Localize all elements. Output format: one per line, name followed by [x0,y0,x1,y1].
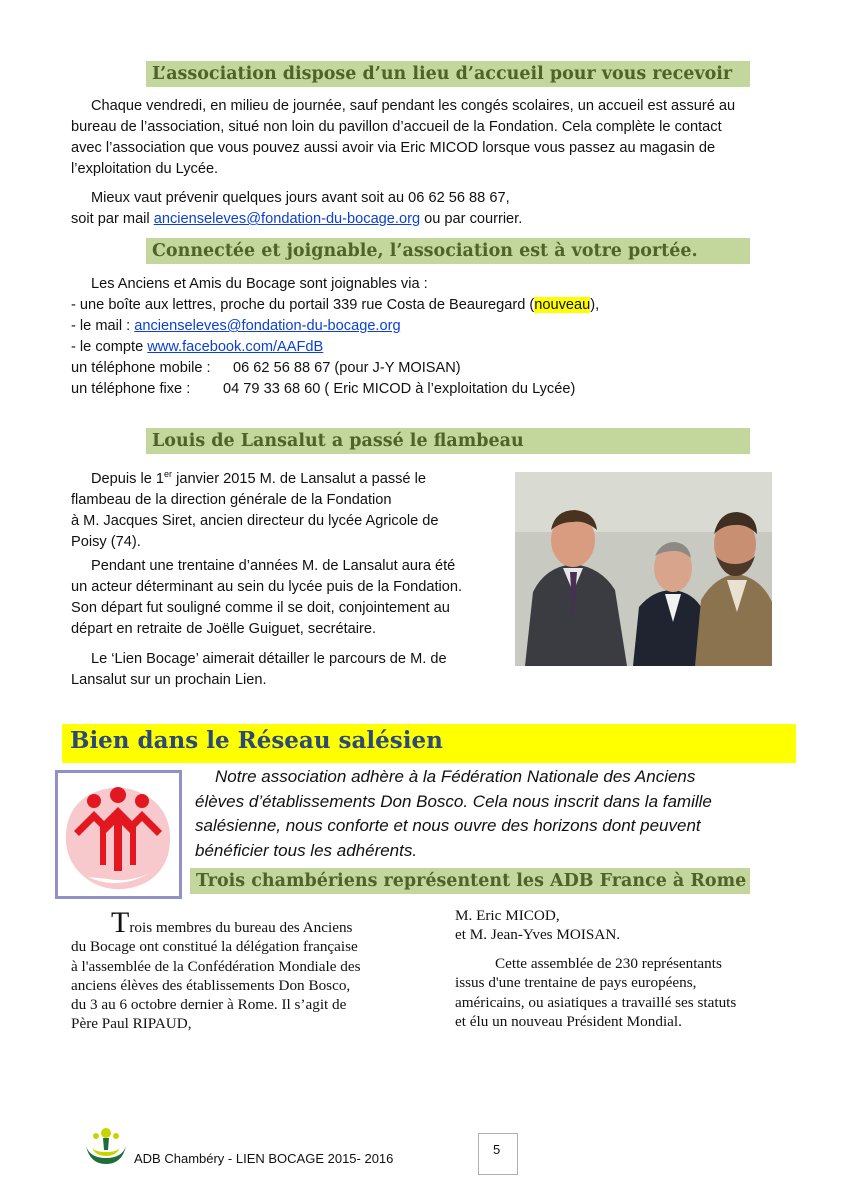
text-line: anciens élèves des établissements Don Bosco, [71,976,351,994]
text-line: Poisy (74). [71,533,141,550]
text-line: et M. Jean-Yves MOISAN. [455,926,621,944]
text-line: bénéficier tous les adhérents. [195,840,418,860]
text-line: issus d'une trentaine de pays européens, [455,974,697,992]
text-line: du Bocage ont constitué la délégation française [71,938,358,956]
footer-text: ADB Chambéry - LIEN BOCAGE 2015- 2016 [134,1151,394,1166]
text-fragment: ou par courrier. [420,211,523,227]
fixe-value: 04 79 33 68 60 ( Eric MICOD à l’exploitation du Lycée) [223,381,576,397]
text-line: Les Anciens et Amis du Bocage sont joignables via : [91,276,428,292]
superscript: er [164,469,173,479]
page-number-box [478,1133,518,1175]
text-line: Pendant une trentaine d’années M. de Lansalut aura été [91,558,456,574]
accueil-paragraph [71,96,735,180]
text-line: bureau de l’association, situé non loin du pavillon d’accueil de la Fondation. Cela complète le contact [71,119,722,135]
text-fragment: - une boîte aux lettres, proche du portail 339 rue Costa de Beauregard ( [71,297,535,313]
text-fragment: Depuis le 1 [91,470,165,487]
text-line [71,464,438,490]
list-item-mailbox [71,295,599,316]
text-line: américains, ou asiatiques a travaillé ses statuts [455,993,737,1011]
mobile-label: un téléphone mobile : [71,360,211,376]
lansalut-paragraph-1 [71,464,438,553]
section-heading-rome: Trois chambériens représentent les ADB France à Rome [190,868,750,894]
text-line: Lansalut sur un prochain Lien. [71,672,267,688]
text-line: Mieux vaut prévenir quelques jours avant soit au 06 62 56 88 67, [91,190,510,206]
contact-list [71,274,599,400]
adb-logo-icon [82,1124,130,1168]
banner-reseau-salesien [62,724,796,763]
salesian-logo-icon [58,773,179,896]
text-line: du 3 au 6 octobre dernier à Rome. Il s’agit de [71,996,347,1014]
list-item-fixe [71,379,599,400]
mobile-value: 06 62 56 88 67 (pour J-Y MOISAN) [233,360,461,376]
facebook-link[interactable]: www.facebook.com/AAFdB [147,339,324,355]
text-line: départ en retraite de Joëlle Guiguet, secrétaire. [71,621,377,637]
text-line: un acteur déterminant au sein du lycée puis de la Fondation. [71,579,463,595]
text-fragment: rois membres du bureau des Anciens [129,919,353,936]
section-heading-lansalut: Louis de Lansalut a passé le flambeau [146,428,750,454]
text-line: à M. Jacques Siret, ancien directeur du lycée Agricole de [71,512,439,529]
text-fragment: ), [590,297,600,313]
contact-paragraph [71,188,522,230]
section-heading-contact: Connectée et joignable, l’association est à votre portée. [146,238,750,264]
lansalut-paragraph-2 [71,556,462,640]
text-line: Son départ fut souligné comme il se doit, conjointement au [71,600,450,616]
fixe-label: un téléphone fixe : [71,381,191,397]
rome-right-paragraph [455,954,736,1031]
salesian-intro [195,765,712,863]
text-line: Notre association adhère à la Fédération Nationale des Anciens [215,767,696,786]
text-line: l’exploitation du Lycée. [71,161,219,177]
text-fragment: soit par mail [71,211,154,227]
banner-title: Bien dans le Réseau salésien [70,727,443,754]
text-line: Père Paul RIPAUD, [71,1015,192,1033]
highlight-new: nouveau [534,297,591,313]
rome-left-column [71,906,361,1034]
email-link[interactable]: ancienseleves@fondation-du-bocage.org [134,318,401,334]
page-number: 5 [493,1142,501,1157]
text-line: M. Eric MICOD, [455,907,560,924]
photo-three-men [515,472,772,666]
text-line [71,209,522,230]
text-fragment: - le compte [71,339,148,355]
text-line: Cette assemblée de 230 représentants [495,955,722,972]
text-line: à l'assemblée de la Confédération Mondiale des [71,957,361,975]
text-line: flambeau de la direction générale de la Fondation [71,491,392,508]
drop-cap: T [111,906,130,939]
adb-logo [82,1124,130,1168]
text-fragment: - le mail : [71,318,135,334]
text-line: élèves d’établissements Don Bosco. Cela nous inscrit dans la famille [195,791,712,811]
list-item-mobile [71,358,599,379]
section-heading-accueil: L’association dispose d’un lieu d’accueil pour vous recevoir [146,61,750,87]
don-bosco-logo [55,770,182,899]
email-link[interactable]: ancienseleves@fondation-du-bocage.org [153,211,421,227]
text-line: avec l’association que vous pouvez aussi avoir via Eric MICOD lorsque vous passez au magasin de [71,140,716,156]
text-fragment: janvier 2015 M. de Lansalut a passé le [172,470,426,487]
text-line: Chaque vendredi, en milieu de journée, sauf pendant les congés scolaires, un accueil est assuré au [91,98,736,114]
list-item-facebook [71,337,599,358]
photo-illustration [515,472,772,666]
lansalut-paragraph-3 [71,649,447,691]
text-line: Le ‘Lien Bocage’ aimerait détailler le parcours de M. de [91,651,447,667]
rome-right-names [455,906,620,945]
text-line [71,906,361,939]
text-line: salésienne, nous conforte et nous ouvre des horizons dont peuvent [195,816,701,835]
list-item-mail [71,316,599,337]
text-line: et élu un nouveau Président Mondial. [455,1012,682,1030]
